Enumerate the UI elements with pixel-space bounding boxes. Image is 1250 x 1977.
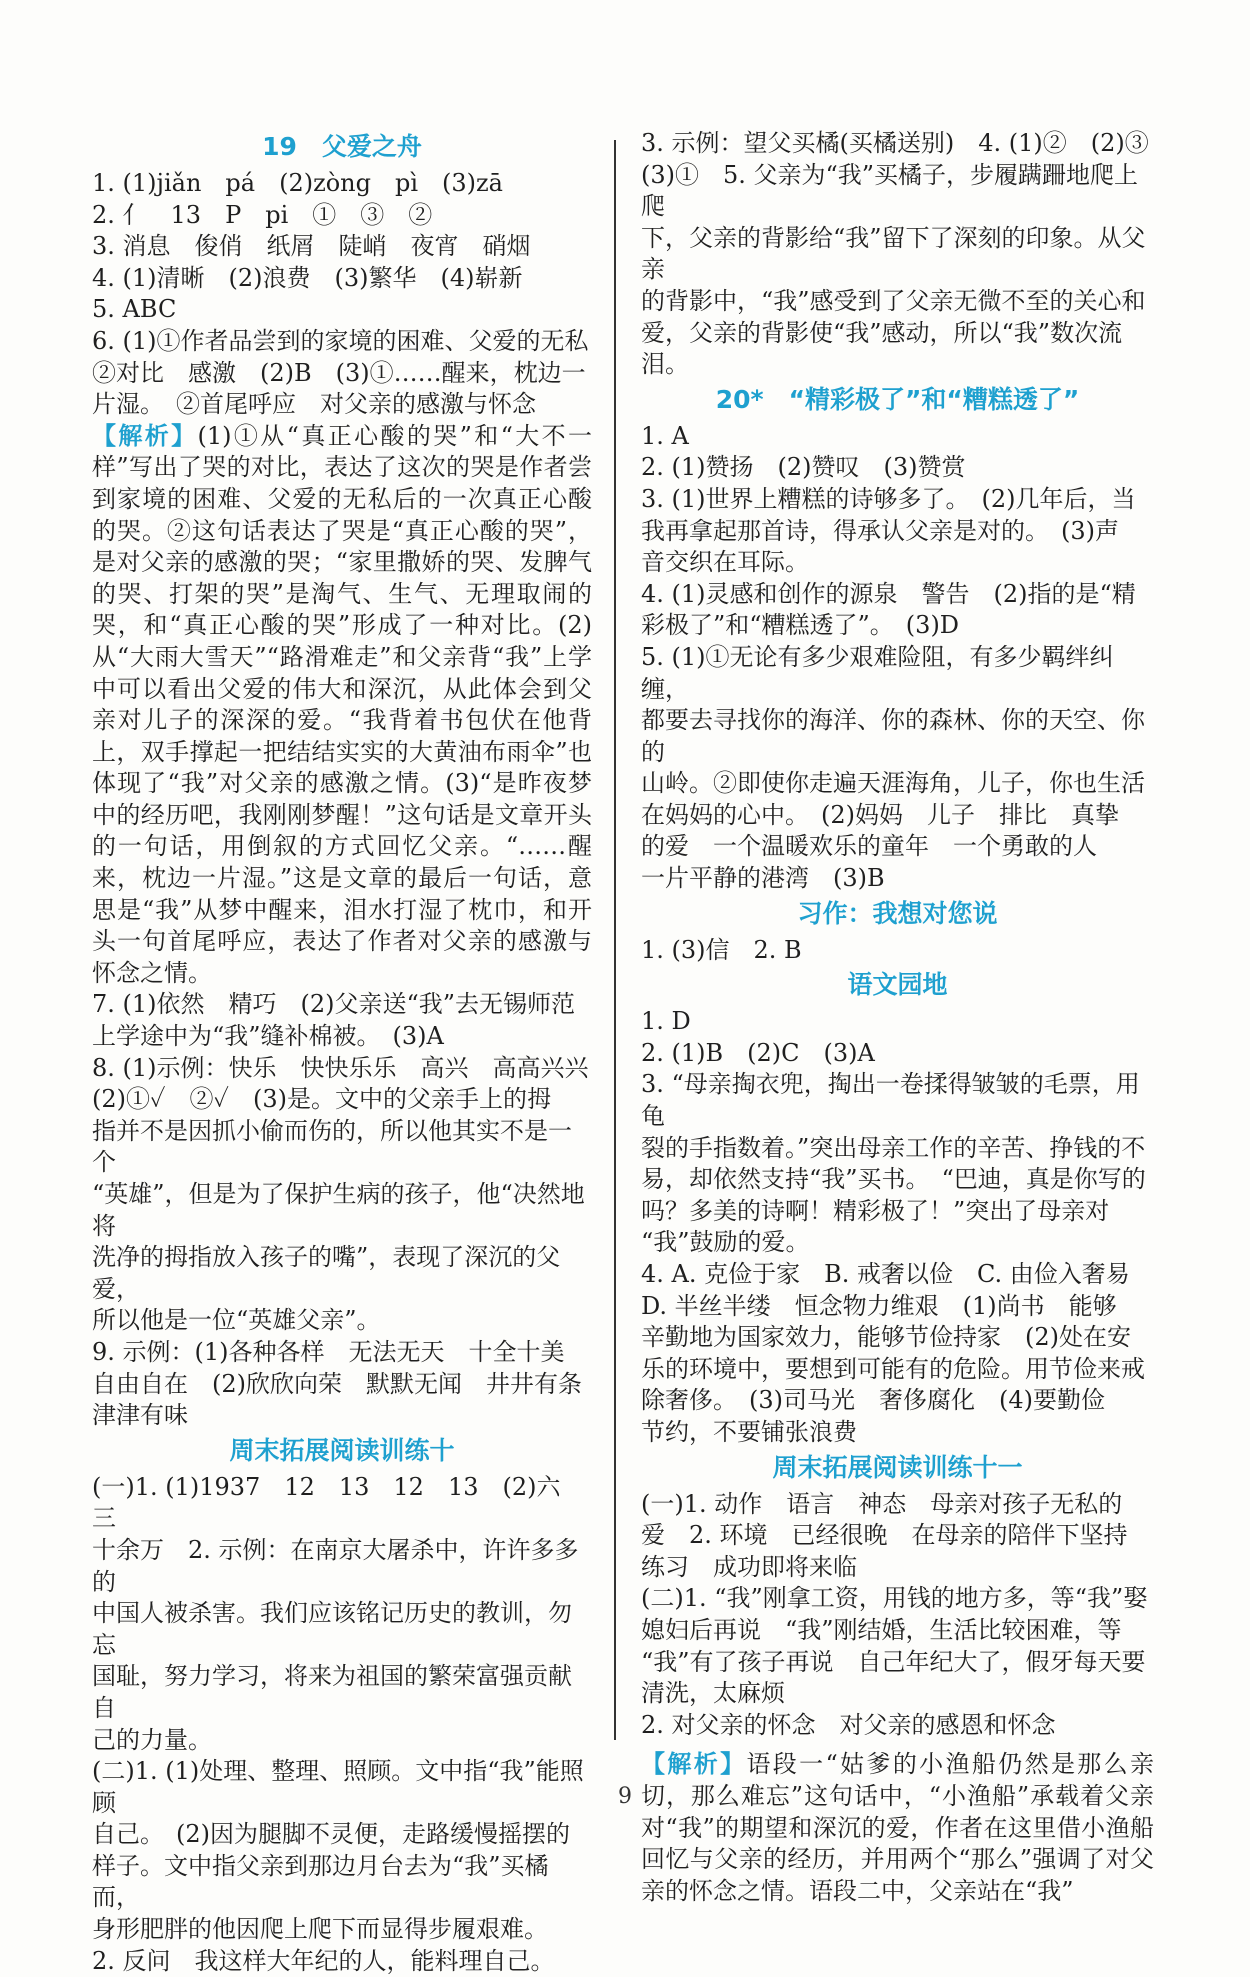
answer-line: 己的力量。 [92, 1725, 212, 1754]
answer-line: 都要去寻找你的海洋、你的森林、你的天空、你的 [641, 706, 1145, 766]
answer-line: 乐的环境中，要想到可能有的危险。用节俭来戒 [641, 1354, 1145, 1383]
left-column [92, 128, 592, 1977]
answer-line: 的爱 一个温暖欢乐的童年 一个勇敢的人 [641, 832, 1097, 861]
page-number: 9 [618, 1784, 632, 1809]
answer-line: 我再拿起那首诗，得承认父亲是对的。 (3)声 [641, 516, 1119, 545]
answer-line: 十余万 2. 示例：在南京大屠杀中，许许多多的 [92, 1535, 579, 1596]
answer-line: “英雄”，但是为了保护生病的孩子，他“决然地将 [92, 1180, 585, 1240]
answer-line: 吗？多美的诗啊！精彩极了！”突出了母亲对 [641, 1196, 1110, 1225]
answer-line: 自己。 (2)因为腿脚不灵便，走路缓慢摇摆的 [92, 1820, 570, 1849]
answer-line: ②对比 感激 (2)B (3)①……醒来，枕边一 [92, 358, 586, 387]
answer-line: “我”有了孩子再说 自己年纪大了，假牙每天要 [641, 1647, 1146, 1676]
answer-line: 爱 2. 环境 已经很晚 在母亲的陪伴下坚持 [641, 1521, 1128, 1550]
answer-line: (2)①✓ ②✓ (3)是。文中的父亲手上的拇 [92, 1085, 551, 1114]
answer-line: 易，却依然支持“我”买书。 “巴迪，真是你写的 [641, 1165, 1146, 1194]
answer-line: (二)1. “我”刚拿工资，用钱的地方多，等“我”娶 [641, 1584, 1148, 1613]
answer-line: 8. (1)示例：快乐 快快乐乐 高兴 高高兴兴 [92, 1053, 589, 1082]
section-heading-lesson-19: 19 父爱之舟 [262, 132, 422, 161]
answer-line: 辛勤地为国家效力，能够节俭持家 (2)处在安 [641, 1323, 1131, 1352]
answer-block-3 [92, 1472, 592, 1977]
answer-line: 9. 示例：(1)各种各样 无法无天 十全十美 [92, 1337, 565, 1366]
answer-line: 5. ABC [92, 295, 177, 324]
answer-line: 3. “母亲掏衣兜，掏出一卷揉得皱皱的毛票，用龟 [641, 1070, 1140, 1131]
answer-line: D. 半丝半缕 恒念物力维艰 (1)尚书 能够 [641, 1291, 1117, 1320]
section-heading-lesson-20: 20* “精彩极了”和“糟糕透了” [715, 384, 1080, 414]
analysis-paragraph [92, 421, 592, 990]
answer-line: 所以他是一位“英雄父亲”。 [92, 1306, 381, 1335]
analysis-tag: 【 解析 】 [641, 1750, 746, 1778]
spacer [641, 1741, 1154, 1749]
answer-line: 3. 示例：望父买橘(买橘送别) 4. (1)② (2)③ [641, 129, 1149, 157]
analysis-text: 语段一“姑爹的小渔船仍然是那么亲切，那么难忘”这句话中，“小渔船”承载着父亲对“我”的期望和深沉的爱，作者在这里借小渔船回忆与父亲的经历，并用两个“那么”强调了对父亲的怀念之情。语段二中，父亲站在“我” [641, 1750, 1155, 1905]
answer-line: 4. (1)灵感和创作的源泉 警告 (2)指的是“精 [641, 579, 1136, 608]
answer-line: 爱，父亲的背影使“我”感动，所以“我”数次流泪。 [641, 318, 1123, 379]
answer-line: 片湿。 ②首尾呼应 对父亲的感激与怀念 [92, 390, 536, 419]
section-heading-writing: 习作：我想对您说 [797, 898, 998, 928]
answer-block-r1 [641, 128, 1154, 381]
section-heading-weekend-11: 周末拓展阅读训练十一 [772, 1452, 1023, 1482]
answer-line: (二)1. (1)处理、整理、照顾。文中指“我”能照顾 [92, 1757, 584, 1817]
answer-block-r2 [641, 421, 1154, 895]
answer-block-r5 [641, 1489, 1154, 1742]
answer-line: 6. (1)①作者品尝到的家境的困难、父爱的无私 [92, 326, 589, 355]
answer-line: 自由自在 (2)欣欣向荣 默默无闻 井井有条 [92, 1369, 582, 1398]
answer-line: 国耻，努力学习，将来为祖国的繁荣富强贡献自 [92, 1662, 572, 1722]
answer-line: 指并不是因抓小偷而伤的，所以他其实不是一个 [92, 1116, 572, 1177]
answer-line: (一)1. (1)1937 12 13 12 13 (2)六 三 [92, 1472, 585, 1533]
answer-block-1 [92, 168, 592, 421]
answer-line: 下，父亲的背影给“我”留下了深刻的印象。从父亲 [641, 223, 1146, 284]
right-column [641, 128, 1154, 1907]
answer-line: 清洗，太麻烦 [641, 1679, 785, 1708]
column-divider [614, 140, 616, 1740]
answer-line: 2. (1)赞扬 (2)赞叹 (3)赞赏 [641, 453, 966, 482]
answer-block-2 [92, 989, 592, 1431]
answer-line: 身形肥胖的他因爬上爬下而显得步履艰难。 [92, 1915, 548, 1944]
section-heading-yuwen-yuandi: 语文园地 [847, 970, 948, 1000]
answer-line: 5. (1)①无论有多少艰难险阻，有多少羁绊纠缠， [641, 642, 1114, 703]
answer-line: 1. D [641, 1007, 691, 1036]
section-heading-weekend-10: 周末拓展阅读训练十 [229, 1435, 455, 1465]
answer-line: 1. A [641, 421, 689, 450]
answer-line: 音交织在耳际。 [641, 548, 809, 577]
answer-block-r4 [641, 1006, 1154, 1448]
answer-line: 7. (1)依然 精巧 (2)父亲送“我”去无锡师范 [92, 990, 576, 1019]
answer-line: (3)① 5. 父亲为“我”买橘子，步履蹒跚地爬上爬 [641, 160, 1139, 221]
answer-line: 的背影中，“我”感受到了父亲无微不至的关心和 [641, 286, 1146, 315]
answer-line: “我”鼓励的爱。 [641, 1228, 810, 1257]
answer-line: 中国人被杀害。我们应该铭记历史的教训，勿忘 [92, 1599, 572, 1659]
answer-line: 裂的手指数着。”突出母亲工作的辛苦、挣钱的不 [641, 1133, 1146, 1162]
answer-line: (一)1. 动作 语言 神态 母亲对孩子无私的 [641, 1489, 1123, 1518]
answer-line: 彩极了”和“糟糕透了”。 (3)D [641, 611, 960, 640]
answer-line: 2. (1)B (2)C (3)A [641, 1038, 875, 1067]
analysis-tag: 【 解析 】 [92, 422, 198, 450]
answer-line: 练习 成功即将来临 [641, 1552, 857, 1581]
analysis-paragraph [641, 1749, 1154, 1907]
analysis-text: (1)①从“真正心酸的哭”和“大不一样”写出了哭的对比，表达了这次的哭是作者尝到家境的困难、父爱的无私后的一次真正心酸的哭。②这句话表达了哭是“真正心酸的哭”，是对父亲的感激的哭；“家里撒娇的哭、发脾气的哭、打架的哭”是淘气、生气、无理取闹的哭，和“真正心酸的哭”形成了一种对比。(2)从“大雨大雪天”“路滑难走”和父亲背“我”上学中可以看出父爱的伟大和深沉，从此体会到父亲对儿子的深深的爱。“我背着书包伏在他背上，双手撑起一把结结实实的大黄油布雨伞”也体现了“我”对父亲的感激之情。(3)“是昨夜梦中的经历吧，我刚刚梦醒！”这句话是文章开头的一句话，用倒叙的方式回忆父亲。“……醒来，枕边一片湿。”这是文章的最后一句话，意思是“我”从梦中醒来，泪水打湿了枕巾，和开头一句首尾呼应，表达了作者对父亲的感激与怀念之情。 [92, 421, 593, 987]
answer-line: 1. (1)jiǎn pá (2)zòng pì (3)zā [92, 169, 503, 197]
answer-line: 津津有味 [92, 1401, 188, 1430]
answer-line: 一片平静的港湾 (3)B [641, 864, 885, 893]
answer-line: 样子。文中指父亲到那边月台去为“我”买橘而， [92, 1851, 549, 1912]
answer-line: 上学途中为“我”缝补棉被。 (3)A [92, 1022, 444, 1051]
answer-line: 媳妇后再说 “我”刚结婚，生活比较困难，等 [641, 1615, 1122, 1644]
answer-line: 除奢侈。 (3)司马光 奢侈腐化 (4)要勤俭 [641, 1386, 1105, 1415]
answer-line: 3. 消息 俊俏 纸屑 陡峭 夜宵 硝烟 [92, 232, 531, 261]
answer-line: 2. 对父亲的怀念 对父亲的感恩和怀念 [641, 1710, 1056, 1739]
answer-line: 4. A. 克俭于家 B. 戒奢以俭 C. 由俭入奢易 [641, 1260, 1130, 1288]
answer-line: 山岭。②即使你走遍天涯海角，儿子，你也生活 [641, 769, 1145, 798]
answer-line: 2. 亻 13 P pi ① ③ ② [92, 200, 433, 229]
answer-line: 1. (3)信 2. B [641, 935, 802, 964]
answer-line: 3. (1)世界上糟糕的诗够多了。 (2)几年后，当 [641, 484, 1136, 513]
answer-line: 在妈妈的心中。 (2)妈妈 儿子 排比 真挚 [641, 800, 1119, 829]
answer-line: 2. 反问 我这样大年纪的人，能料理自己。 [92, 1946, 555, 1975]
answer-line: 洗净的拇指放入孩子的嘴”，表现了深沉的父爱， [92, 1243, 561, 1303]
answer-line: 节约，不要铺张浪费 [641, 1417, 857, 1446]
answer-line: 4. (1)清晰 (2)浪费 (3)繁华 (4)崭新 [92, 263, 523, 292]
